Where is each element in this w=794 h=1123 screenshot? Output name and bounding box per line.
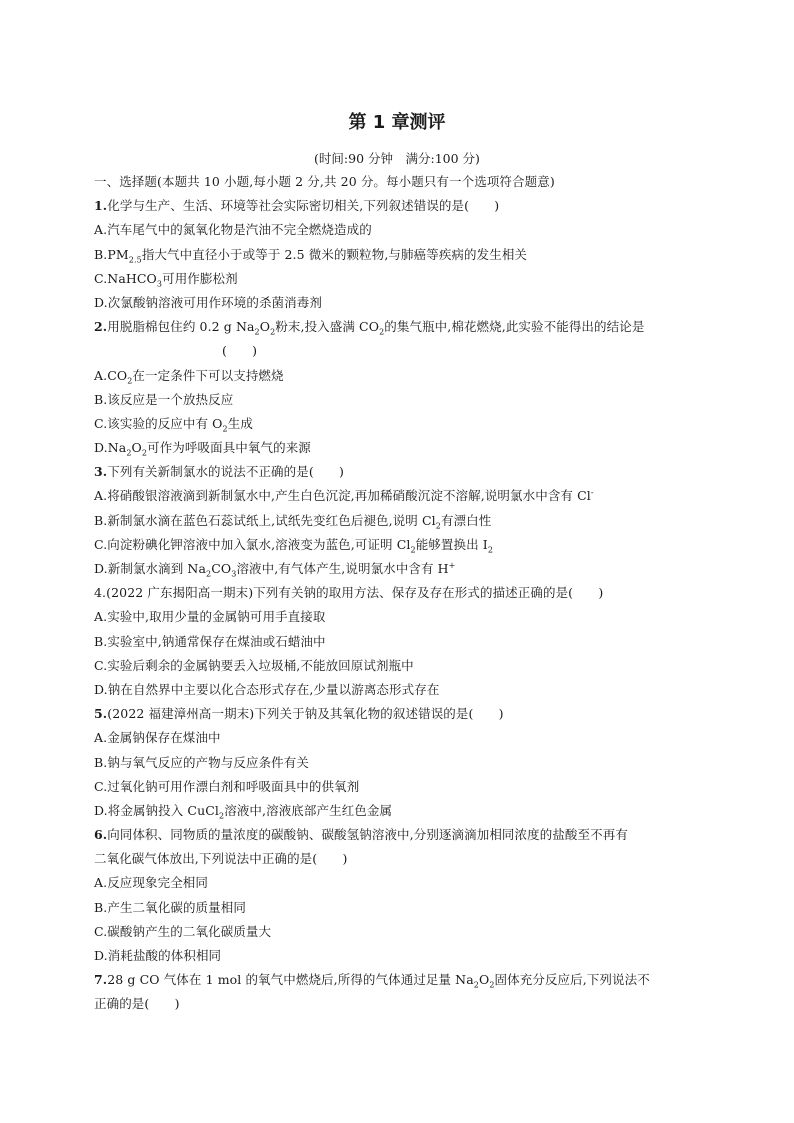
question-2-stem: 2.用脱脂棉包住约 0.2 g $Na_2O_2$粉末,投入盛满 $CO_2$的集气瓶中,棉花燃烧,此实验不能得出的结论是: [94, 319, 645, 337]
question-6-option-d: D.消耗盐酸的体积相同: [94, 948, 222, 963]
question-1-option-b: $B.PM_{2.5}$指大气中直径小于或等于 2.5 微米的颗粒物,与肺癌等疾病的发生相关: [94, 246, 528, 265]
question-2-option-a: $A.CO_2$在一定条件下可以支持燃烧: [94, 367, 284, 385]
question-3-option-d: D.新制氯水滴到 $Na_2CO_3$溶液中,有气体产生,说明氯水中含有 H+: [94, 560, 456, 579]
question-number: 7.: [94, 972, 108, 988]
question-number: 6.: [94, 827, 108, 843]
question-2-option-d: $D.Na_2O_2$可作为呼吸面具中氧气的来源: [94, 440, 311, 458]
question-4-option-b: B.实验室中,钠通常保存在煤油或石蜡油中: [94, 633, 326, 649]
exam-info: (时间:90 分钟 满分:100 分): [314, 151, 480, 166]
question-number: 3.: [94, 464, 108, 480]
question-6-stem-continued: 二氧化碳气体放出,下列说法中正确的是( ): [94, 851, 348, 867]
question-5-option-b: B.钠与氧气反应的产物与反应条件有关: [94, 754, 309, 770]
question-4-option-d: D.钠在自然界中主要以化合态形式存在,少量以游离态形式存在: [94, 681, 440, 697]
question-4-option-c: C.实验后剩余的金属钠要丢入垃圾桶,不能放回原试剂瓶中: [94, 657, 414, 673]
question-number: 2.: [94, 319, 108, 335]
question-6-option-b: B.产生二氧化碳的质量相同: [94, 899, 246, 915]
question-2-option-b: B.该反应是一个放热反应: [94, 391, 234, 407]
question-2-option-c: C.该实验的反应中有 $O_2$生成: [94, 415, 253, 434]
section-heading: 一、选择题(本题共 10 小题,每小题 2 分,共 20 分。每小题只有一个选项符合题意): [94, 174, 555, 189]
question-2-answer-blank: ( ): [222, 343, 258, 359]
question-number: 4.: [94, 585, 107, 601]
question-7-stem: 7.28 g CO 气体在 1 mol 的氧气中燃烧后,所得的气体通过足量 $Na_2O_2$固体充分反应后,下列说法不: [94, 972, 650, 990]
question-4-option-a: A.实验中,取用少量的金属钠可用手直接取: [94, 609, 326, 625]
question-5-option-d: D.将金属钠投入 CuCl$_2$溶液中,溶液底部产生红色金属: [94, 802, 393, 821]
question-3-option-c: C.向淀粉碘化钾溶液中加入氯水,溶液变为蓝色,可证明 $Cl_2$能够置换出 $I_2$: [94, 536, 494, 555]
page-title: 第 1 章测评: [348, 112, 446, 133]
question-5-option-c: C.过氧化钠可用作漂白剂和呼吸面具中的供氧剂: [94, 778, 360, 794]
question-5-stem: 5.(2022 福建漳州高一期末)下列关于钠及其氧化物的叙述错误的是( ): [94, 706, 504, 722]
question-5-option-a: A.金属钠保存在煤油中: [94, 730, 221, 746]
question-6-option-c: C.碳酸钠产生的二氧化碳质量大: [94, 923, 272, 939]
question-number: 1.: [94, 198, 108, 214]
question-1-option-d: D.次氯酸钠溶液可用作环境的杀菌消毒剂: [94, 294, 322, 310]
question-1-option-c: C.NaHCO$_3$可用作膨松剂: [94, 270, 238, 289]
question-1-stem: 1.化学与生产、生活、环境等社会实际密切相关,下列叙述错误的是( ): [94, 198, 500, 214]
question-number: 5.: [94, 706, 108, 722]
question-6-option-a: A.反应现象完全相同: [94, 875, 209, 891]
question-list: [94, 170, 706, 1017]
question-3-option-b: B.新制氯水滴在蓝色石蕊试纸上,试纸先变红色后褪色,说明 $Cl_2$有漂白性: [94, 512, 492, 531]
question-4-stem: 4.(2022 广东揭阳高一期末)下列有关钠的取用方法、保存及存在形式的描述正确的是( ): [94, 585, 604, 601]
question-3-option-a: A.将硝酸银溶液滴到新制氯水中,产生白色沉淀,再加稀硝酸沉淀不溶解,说明氯水中含有 Cl-: [94, 488, 594, 504]
question-6-stem: 6.向同体积、同物质的量浓度的碳酸钠、碳酸氢钠溶液中,分别逐滴滴加相同浓度的盐酸至不再有: [94, 827, 628, 843]
question-7-stem-continued: 正确的是( ): [94, 996, 180, 1012]
question-3-stem: 3.下列有关新制氯水的说法不正确的是( ): [94, 464, 345, 480]
question-1-option-a: A.汽车尾气中的氮氧化物是汽油不完全燃烧造成的: [94, 222, 372, 238]
